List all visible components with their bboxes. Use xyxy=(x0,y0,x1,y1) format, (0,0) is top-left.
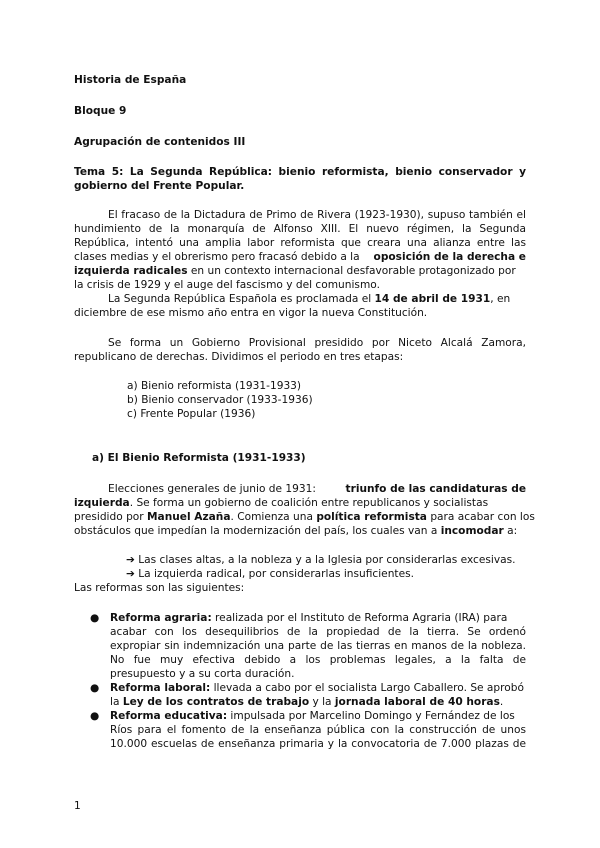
laboral-text: la xyxy=(110,696,123,708)
intro-bold: izquierda radicales xyxy=(74,265,188,277)
educativa-title: Reforma educativa: xyxy=(110,710,228,722)
elect-bold: izquierda xyxy=(74,497,130,509)
proclamation-date: 14 de abril de 1931 xyxy=(374,293,491,305)
stage-item: a) Bienio reformista (1931-1933) xyxy=(127,380,302,392)
educativa-line: 10.000 escuelas de enseñanza primaria y la convocatoria de 7.000 plazas de xyxy=(110,738,526,750)
laboral-text: y la xyxy=(309,696,335,708)
elect-text: . Comienza una xyxy=(230,511,317,523)
section-a-heading: a) El Bienio Reformista (1931-1933) xyxy=(92,452,306,464)
gov-line: republicano de derechas. Dividimos el periodo en tres etapas: xyxy=(74,351,404,363)
elect-bold: triunfo de las candidaturas de xyxy=(345,483,526,495)
intro-line xyxy=(108,292,510,306)
intro-text: , en xyxy=(490,293,511,305)
elect-text: presidido por xyxy=(74,511,147,523)
agraria-text: realizada por el Instituto de Reforma Agraria (IRA) para xyxy=(211,612,508,624)
intro-bold: oposición de la derecha e xyxy=(373,251,526,263)
laboral-title: Reforma laboral: xyxy=(110,682,211,694)
elect-text: Elecciones generales de junio de 1931: xyxy=(108,483,316,495)
stage-item: b) Bienio conservador (1933-1936) xyxy=(127,394,313,406)
elect-bold: política reformista xyxy=(316,511,427,523)
agraria-line: acabar con los desequilibrios de la propiedad de la tierra. Se ordenó xyxy=(110,626,526,638)
elect-line xyxy=(74,510,535,524)
intro-text: La Segunda República Española es proclamada el xyxy=(108,293,375,305)
doc-title: Historia de España xyxy=(74,74,187,86)
bullet: ● xyxy=(90,710,100,722)
elect-text: a: xyxy=(503,525,518,537)
elect-text: . Se forma un gobierno de coalición entre republicanos y socialistas xyxy=(129,497,489,509)
intro-line xyxy=(74,264,526,278)
agraria-line: presupuesto y a su corta duración. xyxy=(110,668,295,680)
agraria-title: Reforma agraria: xyxy=(110,612,212,624)
tema-heading-line1: Tema 5: La Segunda República: bienio reformista, bienio conservador y xyxy=(74,166,526,178)
elect-bold: Manuel Azaña xyxy=(147,511,231,523)
laboral-text: . xyxy=(499,696,504,708)
arrow-item: ➔ La izquierda radical, por considerarlas insuficientes. xyxy=(126,568,414,580)
bullet: ● xyxy=(90,612,100,624)
educativa-line: Ríos para el fomento de la enseñanza pública con la construcción de unos xyxy=(110,724,526,736)
intro-text: en un contexto internacional desfavorable protagonizado por xyxy=(187,265,516,277)
laboral-bold: Ley de los contratos de trabajo xyxy=(122,696,310,708)
educativa-text: impulsada por Marcelino Domingo y Fernández de los xyxy=(227,710,515,722)
laboral-text: llevada a cabo por el socialista Largo Caballero. Se aprobó xyxy=(210,682,524,694)
intro-line: la crisis de 1929 y el auge del fascismo y del comunismo. xyxy=(74,279,380,291)
intro-line: República, intentó una amplia labor reformista que creara una alianza entre las xyxy=(74,237,526,249)
laboral-line xyxy=(110,681,526,695)
intro-line: diciembre de ese mismo año entra en vigor la nueva Constitución. xyxy=(74,307,428,319)
bullet: ● xyxy=(90,682,100,694)
reformas-intro: Las reformas son las siguientes: xyxy=(74,582,245,594)
stage-item: c) Frente Popular (1936) xyxy=(127,408,256,420)
intro-line xyxy=(74,250,526,264)
elect-line xyxy=(74,496,526,510)
elect-text: obstáculos que impedían la modernización del país, los cuales van a xyxy=(74,525,441,537)
elect-bold: incomodar xyxy=(440,525,504,537)
intro-text: clases medias y el obrerismo pero fracasó debido a la xyxy=(74,251,360,263)
elect-text: para acabar con los xyxy=(426,511,535,523)
educativa-line xyxy=(110,709,526,723)
block-label: Bloque 9 xyxy=(74,105,127,117)
agraria-line: expropiar sin indemnización una parte de las tierras en manos de la nobleza. xyxy=(110,640,526,652)
gov-line: Se forma un Gobierno Provisional presidido por Niceto Alcalá Zamora, xyxy=(108,337,526,349)
elect-line xyxy=(74,524,517,538)
agraria-line: No fue muy efectiva debido a los problemas legales, a la falta de xyxy=(110,654,526,666)
laboral-bold: jornada laboral de 40 horas xyxy=(334,696,500,708)
agraria-line xyxy=(110,611,526,625)
intro-line: El fracaso de la Dictadura de Primo de Rivera (1923-1930), supuso también el xyxy=(108,209,526,221)
group-label: Agrupación de contenidos III xyxy=(74,136,246,148)
elect-line xyxy=(108,482,526,496)
tema-heading-line2: gobierno del Frente Popular. xyxy=(74,180,245,192)
page-number: 1 xyxy=(74,800,81,812)
intro-line: hundimiento de la monarquía de Alfonso XIII. El nuevo régimen, la Segunda xyxy=(74,223,526,235)
arrow-item: ➔ Las clases altas, a la nobleza y a la Iglesia por considerarlas excesivas. xyxy=(126,554,516,566)
laboral-line xyxy=(110,695,526,709)
